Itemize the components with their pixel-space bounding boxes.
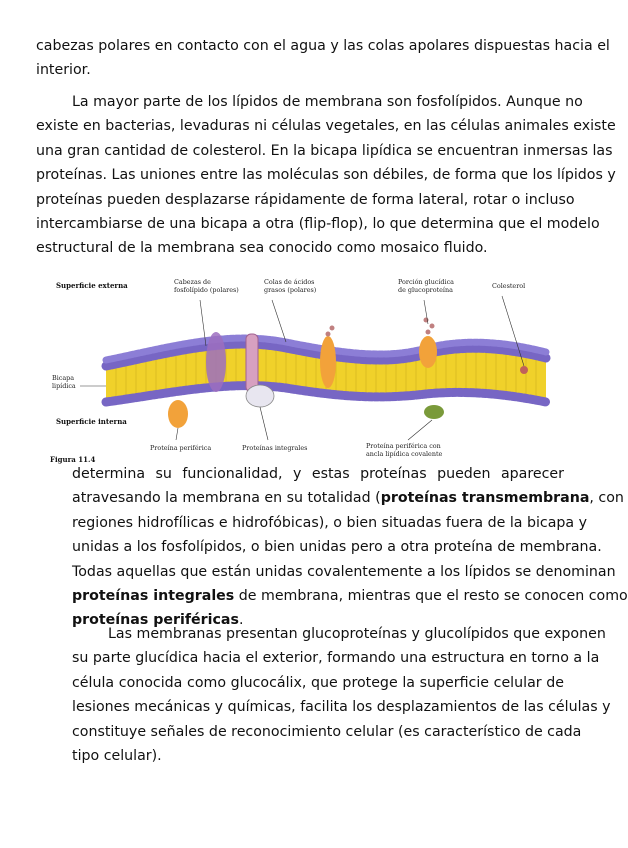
text-line: regiones hidrofílicas e hidrofóbicas), o bien situadas fuera de la bicapa y — [72, 514, 588, 531]
label-integral: Proteínas integrales — [242, 444, 308, 452]
label-polar-heads-2: fosfolípido (polares) — [174, 286, 239, 294]
label-peripheral: Proteína periférica — [150, 444, 212, 452]
text-line: interior. — [36, 62, 91, 79]
text-line: intercambiarse de una bicapa a otra (flip-flop), lo que determina que el modelo — [36, 216, 600, 233]
text-line — [72, 486, 624, 510]
label-polar-heads-1: Cabezas de — [174, 278, 211, 286]
label-bilayer-2: lipídica — [52, 382, 76, 390]
integral-protein-purple — [206, 332, 226, 392]
text-line: cabezas polares en contacto con el agua y las colas apolares dispuestas hacia el — [36, 38, 610, 54]
label-peripheral-anchored-1: Proteína periférica con — [366, 442, 441, 450]
figure-caption-fragment: Figura 11.4 — [50, 455, 96, 464]
text-line: proteínas. Las uniones entre las moléculas son débiles, de forma que los lípidos y — [36, 167, 616, 184]
text-line: proteínas pueden desplazarse rápidamente de forma lateral, rotar o incluso — [36, 191, 575, 208]
label-glucidic-1: Porción glucídica — [398, 278, 454, 286]
text-line: La mayor parte de los lípidos de membrana son fosfolípidos. Aunque no — [72, 94, 583, 110]
label-surface-internal: Superficie interna — [56, 417, 127, 426]
membrane-figure — [46, 262, 550, 464]
peripheral-protein-orange — [168, 400, 188, 428]
text-line: estructural de la membrana sea conocido como mosaico fluido. — [36, 240, 488, 257]
paragraph-2 — [36, 90, 616, 261]
label-glucidic-2: de glucoproteína — [398, 286, 453, 294]
label-bilayer-1: Bicapa — [52, 374, 75, 382]
text-line: una gran cantidad de colesterol. En la bicapa lipídica se encuentran inmersas las — [36, 142, 613, 159]
glycoprotein-orange — [419, 336, 437, 368]
text-run: . — [238, 612, 244, 629]
text-run: atravesando la membrana en su totalidad ( — [72, 490, 381, 507]
text-line: existe en bacterias, levaduras ni células vegetales, en las células animales existe — [36, 118, 616, 135]
integral-protein-orange — [320, 336, 336, 388]
text-run: de membrana, mientras que el resto se conocen como — [234, 588, 628, 605]
label-cholesterol: Colesterol — [492, 282, 526, 290]
text-line: determina su funcionalidad, y estas proteínas pueden aparecer — [72, 466, 564, 482]
text-line: constituye señales de reconocimiento celular (es característico de cada — [72, 723, 582, 740]
label-surface-external: Superficie externa — [56, 281, 128, 290]
term-transmembrane: proteínas transmembrana — [380, 490, 590, 507]
paragraph-4 — [72, 622, 611, 768]
text-line: célula conocida como glucocálix, que protege la superficie celular de — [72, 674, 564, 691]
text-line: lesiones mecánicas y químicas, facilita los desplazamientos de las células y — [72, 699, 611, 716]
peripheral-protein-white — [246, 385, 274, 407]
text-line: su parte glucídica hacia el exterior, formando una estructura en torno a la — [72, 650, 600, 667]
text-line — [72, 584, 628, 608]
integral-protein-pink — [246, 334, 258, 392]
text-line: Las membranas presentan glucoproteínas y glucolípidos que exponen — [108, 626, 606, 642]
paragraph-3 — [72, 462, 628, 633]
label-fatty-tails-2: grasos (polares) — [264, 286, 317, 294]
text-run: , con — [589, 490, 624, 507]
text-line: Todas aquellas que están unidas covalentemente a los lípidos se denominan — [72, 563, 616, 580]
paragraph-1 — [36, 34, 610, 83]
text-line: tipo celular). — [72, 748, 162, 765]
membrane-diagram — [46, 262, 550, 464]
text-line: unidas a los fosfolípidos, o bien unidas pero a otra proteína de membrana. — [72, 539, 602, 556]
term-peripheral: proteínas periféricas — [72, 612, 239, 629]
label-fatty-tails-1: Colas de ácidos — [264, 278, 315, 286]
label-peripheral-anchored-2: ancla lipídica covalente — [366, 450, 443, 458]
term-integral: proteínas integrales — [72, 588, 235, 605]
anchored-protein-green — [424, 405, 444, 419]
cholesterol-dot — [520, 366, 528, 374]
glycan-chains — [326, 318, 435, 337]
